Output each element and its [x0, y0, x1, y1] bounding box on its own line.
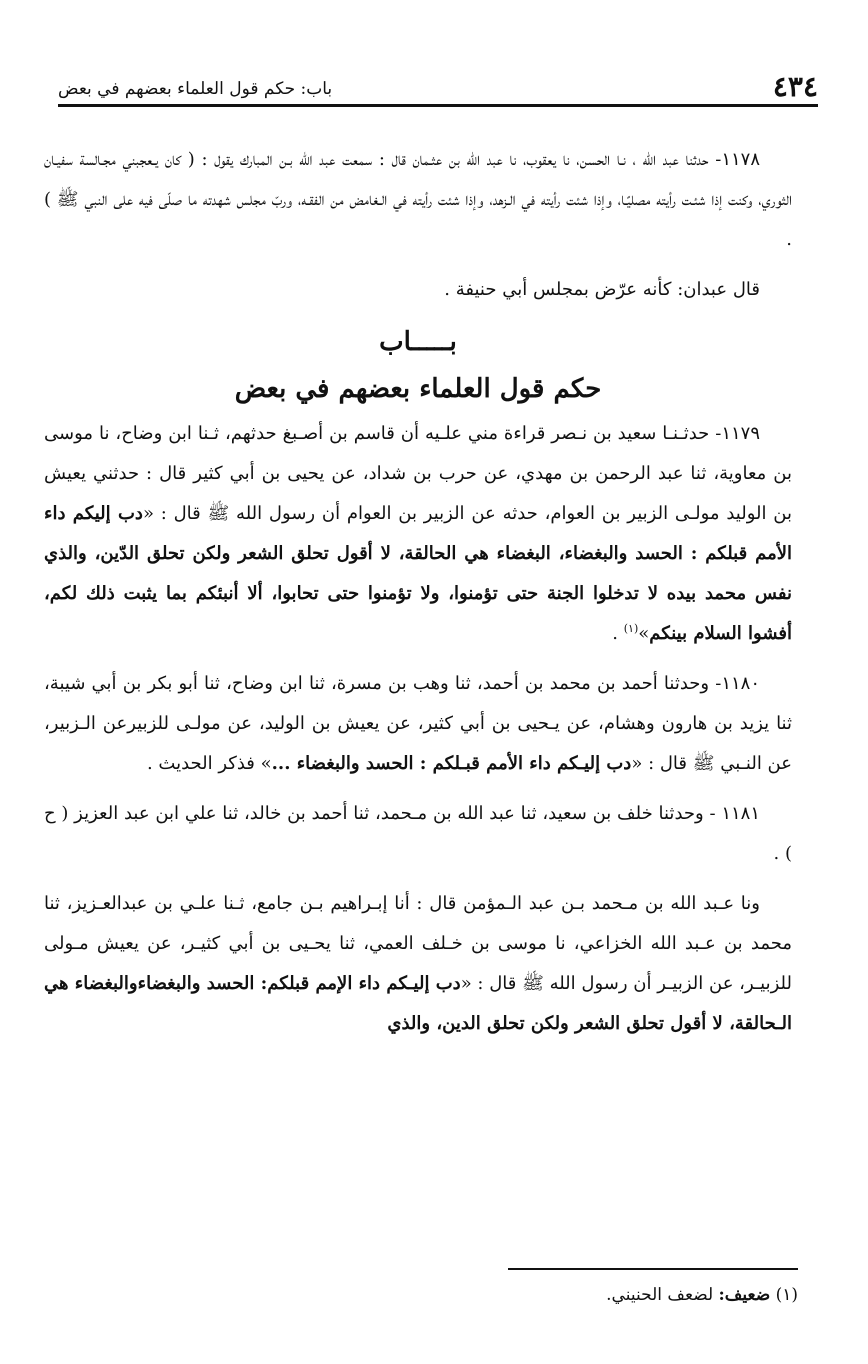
- hadith-1179: [44, 414, 792, 654]
- hadith-1178: ١١٧٨- حدثنا عبد الله ، نـا الحسن، نا يعقوب، نا عبد الله بن عثـمان قال : سمعت عبد الله بـن المبارك يقول : ( كان يـعجبني مجـالسة سفيـان الثوري، وكنت إذا شئـت رأيته مصليًـا، وإذا شئت رأيته في الـزهد، وإذا شئت رأيته في الـغامض من الفقـه، وربّ مجلس شهدته ما صلّى فيه على النبي ﷺ ) .: [44, 149, 792, 250]
- hadith-1180-matn: دب إليـكم داء الأمم قبـلكم : الحسد والبغضاء ...: [271, 753, 632, 774]
- page-header: [58, 70, 818, 107]
- running-title: باب: حكم قول العلماء بعضهم في بعض: [58, 79, 333, 99]
- hadith-1180-end: » فذكر الحديث .: [146, 753, 272, 774]
- footnote-label: ضعيف:: [718, 1285, 771, 1305]
- footnote: [98, 1280, 798, 1310]
- hadith-1181-second-chain: [44, 884, 792, 1044]
- footnote-divider: [508, 1268, 798, 1270]
- second-chain-isnad: ونا عـبد الله بن مـحمد بـن عبد الـمؤمن قال : أنا إبـراهيم بـن جامع، ثـنا علـي بن عبدالعـزيز، ثنا محمد بن عـبد الله الخزاعي، نا موسى بن خـلف العمي، ثنا يحـيى بن أبي كثيـر، عن يعيش مـولى للزبيـر، عن الزبيـر أن رسول الله ﷺ قال : «: [44, 893, 792, 994]
- hadith-1180-isnad: ١١٨٠- وحدثنا أحمد بن محمد بن أحمد، ثنا وهب بن مسرة، ثنا ابن وضاح، ثنا أبو بكر بن أبي شيبة، ثنا يزيد بن هارون وهشام، عن يـحيى بن أبي كثير، عن يعيش بن الوليد، عن مولـى للزبيرعن الـزبير، عن النـبي ﷺ قال : «: [44, 673, 792, 774]
- footnote-text: لضعف الحنيني.: [606, 1285, 714, 1305]
- abdan-comment: قال عبدان: كأنه عرّض بمجلس أبي حنيفة .: [444, 279, 760, 300]
- hadith-1181: ١١٨١ - وحدثنا خلف بن سعيد، ثنا عبد الله بن مـحمد، ثنا أحمد بن خالد، ثنا علي ابن عبد العزيز ( ح ) .: [44, 803, 792, 864]
- chapter-label: بـــــاب: [379, 327, 457, 357]
- chapter-heading: حكم قول العلماء بعضهم في بعض: [234, 374, 602, 404]
- hadith-1179-matn: دب إليكم داء الأمم قبلكم : الحسد والبغضاء، البغضاء هي الحالقة، لا أقول تحلق الشعر ولكن تحلق الدّين، والذي نفس محمد بيده لا تدخلوا الجنة حتى تؤمنوا، ولا تؤمنوا حتى تحابوا، ألا أنبئكم بما يثبت ذلك لكم، أفشوا السلام بينكم: [44, 503, 792, 644]
- footnote-marker: (١): [775, 1285, 798, 1305]
- hadith-1179-end: .: [612, 623, 624, 644]
- second-chain-matn: دب إليـكم داء الإمم قبلكم: الحسد والبغضاءوالبغضاء هي الـحالقة، لا أقول تحلق الشعر ولكن تحلق الدين، والذي: [44, 973, 792, 1034]
- hadith-1179-close-quote: »: [638, 623, 650, 644]
- hadith-1180: [44, 664, 792, 784]
- hadith-1179-isnad: ١١٧٩- حدثـنـا سعيد بن نـصر قراءة مني علـيه أن قاسم بن أصـبغ حدثهم، ثـنا ابن وضاح، نا موسى بن معاوية، ثنا عبد الرحمن بن مهدي، عن حرب بن شداد، عن يحيى بن أبي كثير قال : حدثني يعيش بن الوليد مولـى الزبير بن العوام، حدثه عن الزبير بن العوام أن رسول الله ﷺ قال : «: [44, 423, 792, 524]
- page-body: [44, 140, 792, 1054]
- page-number: ٤٣٤: [772, 70, 818, 103]
- footnote-reference: (١): [623, 622, 639, 635]
